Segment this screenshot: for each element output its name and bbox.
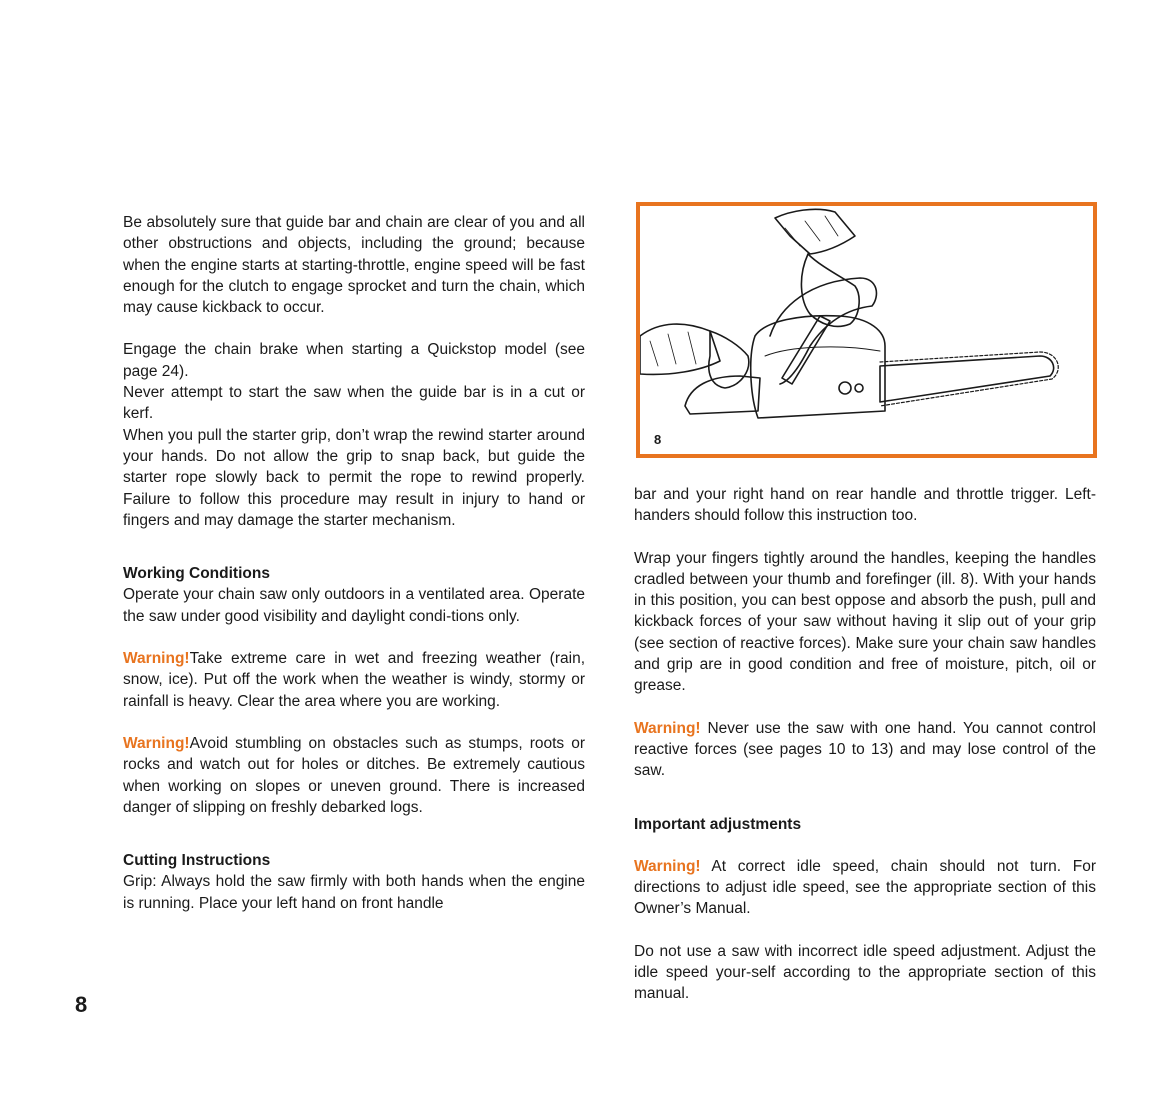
warning-text: Avoid stumbling on obstacles such as stumps, roots or rocks and watch out for holes or ditches. Be extremely cautious when working on slopes or uneven ground. There is increased danger of slipping on freshly debarked logs. [123,734,585,816]
rear-handle [685,376,760,414]
warning-idle-speed [634,856,1096,920]
heading-cutting-instructions: Cutting Instructions [123,852,271,870]
heading-important-adjustments: Important adjustments [634,815,802,833]
left-column [123,212,585,914]
paragraph-never-start-in-cut: Never attempt to start the saw when the guide bar is in a cut or kerf. [123,384,585,423]
warning-label: Warning! [634,857,701,875]
warning-stumbling [123,733,585,818]
paragraph-grip: Grip: Always hold the saw firmly with both hands when the engine is running. Place your left hand on front handle [123,873,585,912]
warning-label: Warning! [634,719,701,737]
paragraph-hand-position: bar and your right hand on rear handle and throttle trigger. Left-handers should follow this instruction too. [634,486,1096,525]
warning-text: Take extreme care in wet and freezing weather (rain, snow, ice). Put off the work when the weather is windy, stormy or rainfall is heavy. Clear the area where you are working. [123,650,585,710]
sleeve-upper [775,209,855,254]
warning-text: At correct idle speed, chain should not turn. For directions to adjust idle speed, see the appropriate section of this Owner’s Manual. [634,857,1096,918]
right-column [634,484,1096,1005]
paragraph-guide-bar-clear: Be absolutely sure that guide bar and chain are clear of you and all other obstructions and objects, including the ground; because when the engine starts at starting-throttle, engine speed will be fast enough for the clutch to engage sprocket and turn the chain, which may cause kickback to occur. [123,214,585,317]
warning-text: Never use the saw with one hand. You cannot control reactive forces (see pages 10 to 13) and may lose control of the saw. [634,719,1096,780]
guide-bar [880,356,1054,402]
chainsaw-grip-illustration [640,206,1093,454]
warning-weather [123,648,585,712]
engine-housing [751,316,885,418]
page-number: 8 [75,992,88,1017]
paragraph-idle-adjustment: Do not use a saw with incorrect idle speed adjustment. Adjust the idle speed your-self according to the appropriate section of this manual. [634,942,1096,1003]
warning-one-hand [634,718,1096,782]
paragraph-chain-brake: Engage the chain brake when starting a Quickstop model (see page 24). [123,341,585,380]
warning-label: Warning! [123,734,190,752]
heading-working-conditions: Working Conditions [123,565,270,583]
paragraph-starter-grip: When you pull the starter grip, don’t wrap the rewind starter around your hands. Do not allow the grip to snap back, but guide the starter rope slowly back to permit the rope to rewind properly. Failure to follow this procedure may result in injury to hand or fingers and may damage the starter mechanism. [123,426,585,529]
paragraph-wrap-fingers: Wrap your fingers tightly around the handles, keeping the handles cradled between your thumb and forefinger (ill. 8). With your hands in this position, you can best oppose and absorb the push, pull and kickback forces of your saw without having it slip out of your grip (see section of reactive forces). Make sure your chain saw handles and grip are in good condition and free of moisture, pitch, oil or grease. [634,549,1096,695]
paragraph-operate-outdoors: Operate your chain saw only outdoors in a ventilated area. Operate the saw under good visibility and daylight condi-tions only. [123,586,585,625]
warning-label: Warning! [123,650,190,668]
figure-number: 8 [654,432,662,447]
illustration-frame [636,202,1097,458]
